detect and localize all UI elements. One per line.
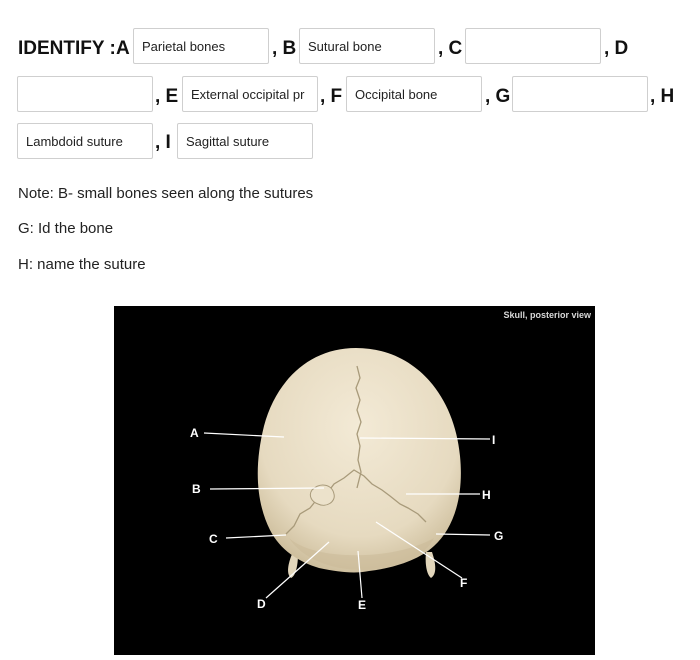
figure-label-a: A <box>190 426 199 440</box>
skull-figure <box>114 306 595 655</box>
label-f: , F <box>320 86 343 107</box>
figure-label-c: C <box>209 532 218 546</box>
label-c: , C <box>438 38 463 59</box>
leader-line-g <box>436 534 490 535</box>
answer-b-input[interactable] <box>299 28 435 64</box>
answer-h-input[interactable] <box>17 123 153 159</box>
label-b: , B <box>272 38 297 59</box>
answer-a-input[interactable] <box>133 28 269 64</box>
skull-diagram <box>114 306 595 655</box>
label-a: A <box>116 38 130 59</box>
figure-label-i: I <box>492 433 496 447</box>
answer-g-input[interactable] <box>512 76 648 112</box>
label-e: , E <box>155 86 179 107</box>
figure-title: Skull, posterior view <box>503 310 591 320</box>
figure-label-e: E <box>358 598 367 612</box>
answer-f-input[interactable] <box>346 76 482 112</box>
skull-shape <box>258 348 461 572</box>
answer-c-input[interactable] <box>465 28 601 64</box>
note-b: Note: B- small bones seen along the sutures <box>18 185 314 202</box>
figure-label-b: B <box>192 482 201 496</box>
note-g: G: Id the bone <box>18 220 114 237</box>
answer-i-input[interactable] <box>177 123 313 159</box>
identify-heading: IDENTIFY : <box>18 38 116 59</box>
label-d: , D <box>604 38 629 59</box>
label-i: , I <box>155 132 171 153</box>
label-h: , H <box>650 86 675 107</box>
figure-label-h: H <box>482 488 491 502</box>
answer-e-input[interactable] <box>182 76 318 112</box>
figure-label-d: D <box>257 597 266 611</box>
answer-d-input[interactable] <box>17 76 153 112</box>
label-g: , G <box>485 86 511 107</box>
note-h: H: name the suture <box>18 256 146 273</box>
figure-label-f: F <box>460 576 468 590</box>
figure-label-g: G <box>494 529 504 543</box>
